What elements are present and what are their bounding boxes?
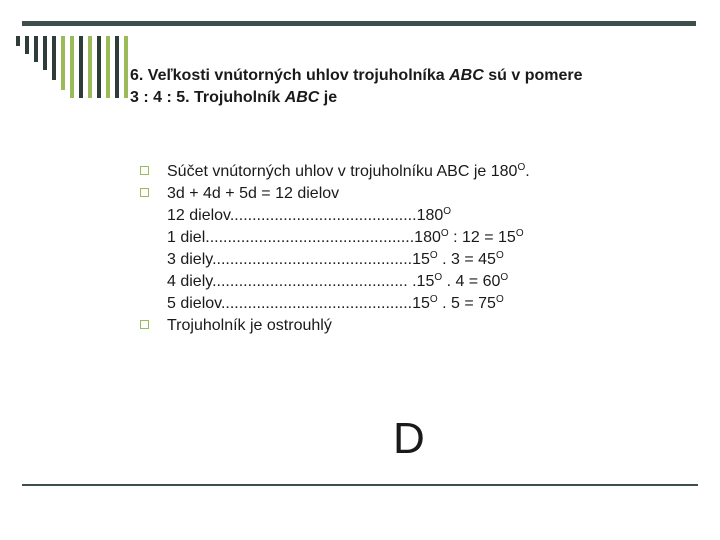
degree-mark: O — [495, 294, 504, 305]
bar — [79, 36, 83, 98]
title-text: je — [319, 89, 338, 106]
bullet-text: . — [525, 163, 530, 180]
calc-row — [140, 249, 700, 271]
bar — [88, 36, 92, 98]
calc-row — [140, 205, 700, 227]
bar — [61, 36, 65, 90]
degree-mark: O — [440, 228, 449, 239]
bullet-parts — [140, 183, 700, 205]
degree-mark: O — [495, 250, 504, 261]
bar — [25, 36, 29, 54]
calc-row — [140, 293, 700, 315]
calc-text: 4 diely............................................ .15 — [167, 273, 435, 290]
bullet-conclusion — [140, 315, 700, 337]
degree-mark: O — [429, 294, 438, 305]
bullet-sum-angles — [140, 161, 700, 183]
answer-letter: D — [393, 414, 425, 463]
degree-mark: O — [515, 228, 524, 239]
square-bullet-icon — [140, 320, 149, 329]
bar — [106, 36, 110, 98]
calc-text: : 12 = 15 — [448, 229, 516, 246]
calc-row — [140, 271, 700, 293]
title-line-2 — [130, 87, 690, 109]
calc-text: 12 dielov..........................................180 — [167, 207, 444, 224]
calc-text: 3 diely.............................................15 — [167, 251, 430, 268]
calc-text: 5 dielov...........................................15 — [167, 295, 430, 312]
bar — [70, 36, 74, 98]
title-italic: ABC — [449, 67, 484, 84]
degree-mark: O — [517, 162, 526, 173]
bullet-text: Súčet vnútorných uhlov v trojuholníku ABC je 180 — [167, 163, 518, 180]
degree-mark: O — [500, 272, 509, 283]
bar — [16, 36, 20, 46]
top-rule — [22, 21, 696, 26]
degree-mark: O — [443, 206, 452, 217]
title-text: sú v pomere — [483, 67, 583, 84]
question-title — [130, 65, 690, 109]
calc-text: 1 diel...............................................180 — [167, 229, 441, 246]
bar — [124, 36, 128, 98]
bar — [34, 36, 38, 62]
calc-row — [140, 227, 700, 249]
solution-content — [140, 161, 700, 337]
title-italic: ABC — [284, 89, 320, 106]
bar — [97, 36, 101, 98]
degree-mark: O — [434, 272, 443, 283]
square-bullet-icon — [140, 188, 149, 197]
calc-text: . 3 = 45 — [437, 251, 496, 268]
title-text: 6. Veľkosti vnútorných uhlov trojuholníka — [130, 67, 450, 84]
degree-mark: O — [429, 250, 438, 261]
decorative-bars — [16, 36, 126, 98]
bar — [43, 36, 47, 70]
calc-text: . 5 = 75 — [437, 295, 496, 312]
square-bullet-icon — [140, 166, 149, 175]
bullet-text: Trojuholník je ostrouhlý — [167, 317, 332, 334]
calc-text: . 4 = 60 — [442, 273, 501, 290]
bar — [52, 36, 56, 80]
title-line-1 — [130, 65, 690, 87]
title-text: 3 : 4 : 5. Trojuholník — [130, 89, 285, 106]
bottom-rule — [22, 484, 698, 486]
bullet-text: 3d + 4d + 5d = 12 dielov — [167, 185, 340, 202]
bar — [115, 36, 119, 98]
